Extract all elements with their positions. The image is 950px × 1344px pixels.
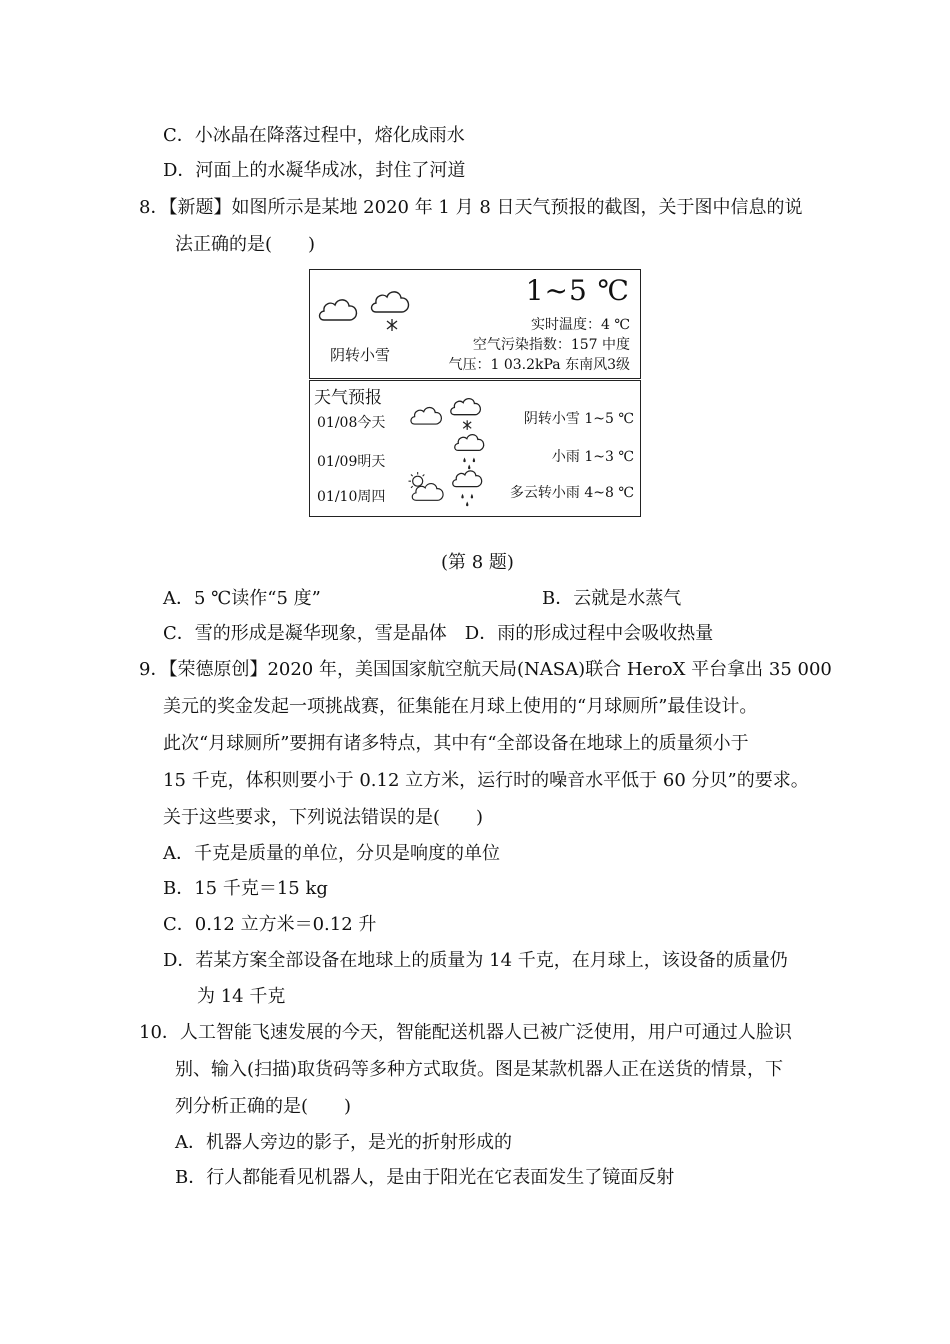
temperature-range: 1~5 ℃	[525, 274, 630, 307]
q9-option-d-line1: D．若某方案全部设备在地球上的质量为 14 千克，在月球上，该设备的质量仍	[163, 950, 788, 971]
forecast-description: 小雨 1~3 ℃	[551, 449, 634, 465]
current-weather-panel	[309, 269, 641, 379]
q9-option-c: C．0.12 立方米＝0.12 升	[163, 914, 377, 935]
cloud-icon	[408, 401, 446, 429]
q10-stem-line2: 别、输入(扫描)取货码等多种方式取货。图是某款机器人正在送货的情景，下	[175, 1059, 784, 1080]
forecast-panel	[309, 380, 641, 517]
rain-cloud-icon	[450, 469, 486, 509]
snow-cloud-icon	[448, 397, 488, 434]
sun-cloud-icon	[406, 470, 446, 504]
q9-stem-line4: 15 千克，体积则要小于 0.12 立方米，运行时的噪音水平低于 60 分贝”的要求。	[163, 770, 809, 791]
q9-stem-line2: 美元的奖金发起一项挑战赛，征集能在月球上使用的“月球厕所”最佳设计。	[163, 696, 758, 717]
forecast-date: 01/10周四	[317, 489, 386, 505]
snow-cloud-icon	[368, 290, 418, 336]
realtime-temperature: 实时温度：4 ℃	[530, 317, 630, 333]
rain-cloud-icon	[452, 433, 488, 471]
pressure-and-wind: 气压：1 03.2kPa 东南风3级	[448, 357, 630, 373]
q9-stem-line1: 9．【荣德原创】2020 年，美国国家航空航天局(NASA)联合 HeroX 平台拿出 35 000	[139, 659, 832, 680]
q10-stem-line3: 列分析正确的是( )	[175, 1096, 352, 1117]
q9-option-d-line2: 为 14 千克	[197, 986, 286, 1007]
weather-forecast-figure	[309, 269, 641, 519]
forecast-description: 多云转小雨 4~8 ℃	[509, 485, 634, 501]
cloud-icon	[316, 292, 362, 326]
forecast-date: 01/09明天	[317, 454, 386, 470]
q10-option-a: A．机器人旁边的影子，是光的折射形成的	[175, 1132, 512, 1153]
q8-option-a: A．5 ℃读作“5 度”	[163, 588, 321, 609]
forecast-heading: 天气预报	[314, 388, 382, 408]
q10-option-b: B．行人都能看见机器人，是由于阳光在它表面发生了镜面反射	[175, 1167, 675, 1188]
q9-stem-line3: 此次“月球厕所”要拥有诸多特点，其中有“全部设备在地球上的质量须小于	[163, 733, 749, 754]
q8-stem-line1: 8．【新题】如图所示是某地 2020 年 1 月 8 日天气预报的截图，关于图中信息的说	[139, 197, 803, 218]
forecast-date: 01/08今天	[317, 415, 386, 431]
q10-stem-line1: 10．人工智能飞速发展的今天，智能配送机器人已被广泛使用，用户可通过人脸识	[139, 1022, 792, 1043]
q9-stem-line5: 关于这些要求，下列说法错误的是( )	[163, 807, 484, 828]
q9-option-a: A．千克是质量的单位，分贝是响度的单位	[163, 843, 500, 864]
q8-stem-line2: 法正确的是( )	[175, 234, 316, 255]
forecast-description: 阴转小雪 1~5 ℃	[523, 411, 634, 427]
q7-option-d: D．河面上的水凝华成冰，封住了河道	[163, 160, 466, 181]
q8-option-b: B．云就是水蒸气	[542, 588, 682, 609]
air-pollution-index: 空气污染指数：157 中度	[472, 337, 630, 353]
q9-option-b: B．15 千克＝15 kg	[163, 878, 328, 899]
current-condition: 阴转小雪	[330, 346, 391, 364]
q8-option-c-d: C．雪的形成是凝华现象，雪是晶体 D．雨的形成过程中会吸收热量	[163, 623, 714, 644]
figure-caption: (第 8 题)	[441, 552, 514, 573]
q7-option-c: C．小冰晶在降落过程中，熔化成雨水	[163, 125, 465, 146]
